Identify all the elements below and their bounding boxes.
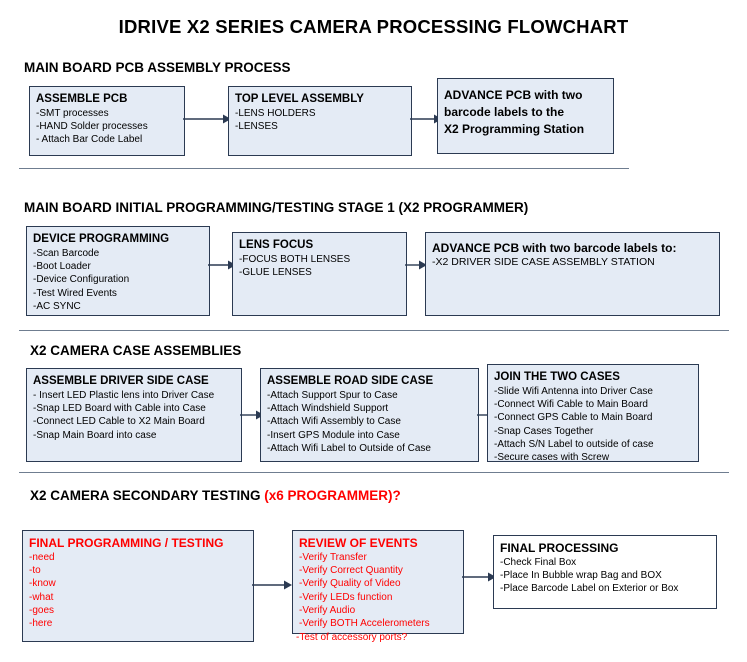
- box-line: -Verify Quality of Video: [299, 578, 401, 590]
- box-title: LENS FOCUS: [239, 239, 314, 251]
- box-line: -here: [29, 618, 53, 630]
- box-title: ASSEMBLE DRIVER SIDE CASE: [33, 375, 209, 387]
- box-line: -Attach Windshield Support: [267, 403, 389, 415]
- box-title: ASSEMBLE PCB: [36, 93, 128, 105]
- box-line: barcode labels to the: [444, 105, 565, 119]
- box-line: -GLUE LENSES: [239, 267, 312, 279]
- box-review-of-events: [292, 530, 464, 634]
- page-title: IDRIVE X2 SERIES CAMERA PROCESSING FLOWCHART: [118, 16, 629, 37]
- box-line: -Device Configuration: [33, 274, 130, 286]
- box-line: -X2 DRIVER SIDE CASE ASSEMBLY STATION: [432, 256, 655, 268]
- section-heading-4: [30, 488, 401, 503]
- section-heading-4-red-text: (x6 PROGRAMMER)?: [264, 488, 401, 503]
- box-line: -need: [29, 552, 55, 563]
- box-line: -Insert GPS Module into Case: [267, 429, 400, 441]
- box-line: -Connect LED Cable to X2 Main Board: [33, 416, 205, 428]
- box-line: -Snap LED Board with Cable into Case: [33, 403, 206, 415]
- box-title: FINAL PROGRAMMING / TESTING: [29, 536, 224, 550]
- box-line: -LENS HOLDERS: [235, 108, 316, 119]
- box-device-programming: [26, 226, 210, 316]
- box-line: -Snap Cases Together: [494, 425, 594, 437]
- box-assemble-driver-side-case: [26, 368, 242, 462]
- box-line: -what: [29, 591, 54, 603]
- section-heading-2-text: MAIN BOARD INITIAL PROGRAMMING/TESTING STAGE 1 (X2 PROGRAMMER): [24, 200, 529, 215]
- box-line: -know: [29, 578, 56, 590]
- box-line: -FOCUS BOTH LENSES: [239, 254, 351, 265]
- box-line: -AC SYNC: [33, 300, 81, 312]
- box-title: JOIN THE TWO CASES: [494, 371, 620, 383]
- box-title: FINAL PROCESSING: [500, 541, 619, 555]
- box-line: -Snap Main Board into case: [33, 429, 157, 441]
- box-title: ADVANCE PCB with two barcode labels to:: [432, 241, 677, 255]
- arrow-right-icon: [405, 258, 427, 272]
- box-assemble-road-side-case: [260, 368, 479, 462]
- box-line: -Attach Support Spur to Case: [267, 390, 398, 401]
- section-heading-1: [24, 60, 291, 75]
- box-line: -Place Barcode Label on Exterior or Box: [500, 583, 679, 595]
- box-line: -Verify Transfer: [299, 552, 367, 563]
- box-line: -Attach S/N Label to outside of case: [494, 438, 654, 450]
- box-line: -HAND Solder processes: [36, 121, 148, 133]
- arrow-right-icon: [252, 578, 292, 592]
- box-line: -Secure cases with Screw: [494, 452, 610, 462]
- section-divider-1: [19, 168, 629, 169]
- box-line: -Slide Wifi Antenna into Driver Case: [494, 386, 653, 397]
- section-heading-2: [24, 200, 528, 215]
- box-line: - Insert LED Plastic lens into Driver Case: [33, 390, 215, 401]
- arrow-right-icon: [183, 112, 231, 126]
- box-line: -Verify LEDs function: [299, 591, 393, 603]
- box-top-level-assembly: [228, 86, 412, 156]
- section-divider-2: [19, 330, 729, 331]
- box-title: DEVICE PROGRAMMING: [33, 233, 170, 245]
- box-line: -Scan Barcode: [33, 248, 100, 259]
- section-heading-3: [30, 343, 241, 358]
- box-assemble-pcb: [29, 86, 185, 156]
- box-line: - Attach Bar Code Label: [36, 134, 143, 146]
- section-divider-3: [19, 472, 729, 473]
- box-line: -Attach Wifi Assembly to Case: [267, 416, 401, 428]
- arrow-right-icon: [462, 570, 496, 584]
- box-title: ASSEMBLE ROAD SIDE CASE: [267, 375, 434, 387]
- box-join-the-two-cases: [487, 364, 699, 462]
- box-line: -Place In Bubble wrap Bag and BOX: [500, 570, 662, 582]
- box-advance-pcb-driver-side: [425, 232, 720, 316]
- box-line: -Test Wired Events: [33, 287, 117, 299]
- box-line: -Boot Loader: [33, 261, 91, 273]
- box-final-processing: [493, 535, 717, 609]
- box-line: -SMT processes: [36, 108, 109, 119]
- box-final-programming-testing: [22, 530, 254, 642]
- box-line: -to: [29, 565, 41, 577]
- box-line: -LENSES: [235, 121, 278, 133]
- box-title: REVIEW OF EVENTS: [299, 536, 418, 550]
- box-line: X2 Programming Station: [444, 122, 585, 136]
- box-title: ADVANCE PCB with two: [444, 88, 583, 102]
- box-line: -Verify Audio: [299, 604, 356, 616]
- box-line: -Verify BOTH Accelerometers: [299, 618, 430, 630]
- section-heading-3-text: X2 CAMERA CASE ASSEMBLIES: [30, 343, 242, 358]
- box-line: -Verify Correct Quantity: [299, 565, 403, 577]
- box-line: -Connect GPS Cable to Main Board: [494, 412, 653, 424]
- box-line: -goes: [29, 604, 55, 616]
- section-heading-4-text: X2 CAMERA SECONDARY TESTING: [30, 488, 265, 503]
- box-line: -Connect Wifi Cable to Main Board: [494, 399, 648, 411]
- box-lens-focus: [232, 232, 407, 316]
- box-title: TOP LEVEL ASSEMBLY: [235, 93, 364, 105]
- box-line: -Check Final Box: [500, 557, 577, 568]
- section-heading-1-text: MAIN BOARD PCB ASSEMBLY PROCESS: [24, 60, 291, 75]
- box-advance-pcb-programming-station: [437, 78, 614, 154]
- box-line: -Attach Wifi Label to Outside of Case: [267, 442, 431, 454]
- box-line-overflow: -Test of accessory ports?: [296, 632, 408, 643]
